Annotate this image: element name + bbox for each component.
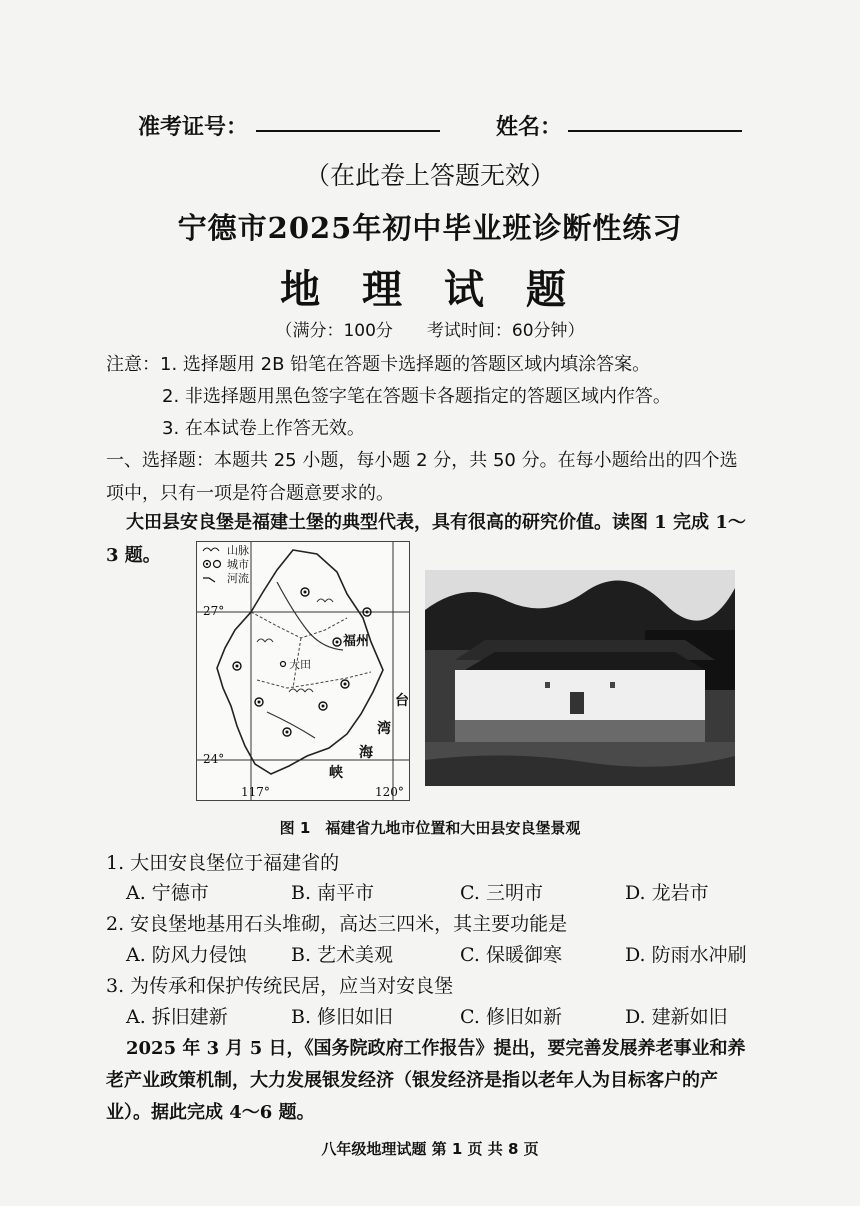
lon-117: 117° xyxy=(241,785,270,799)
question-1-stem: 1. 大田安良堡位于福建省的 xyxy=(106,852,340,874)
legend-river: 河流 xyxy=(227,572,249,585)
place-datian: 大田 xyxy=(289,658,311,671)
name-label: 姓名： xyxy=(496,115,563,140)
q1-option-b[interactable]: B. 南平市 xyxy=(291,882,375,904)
instruction-1: 注意：1. 选择题用 2B 铅笔在答题卡选择题的答题区域内填涂答案。 xyxy=(106,354,651,375)
q1-option-c[interactable]: C. 三明市 xyxy=(460,882,543,904)
name-blank[interactable] xyxy=(568,108,742,132)
q1-option-d[interactable]: D. 龙岩市 xyxy=(625,882,709,904)
q3-option-a[interactable]: A. 拆旧建新 xyxy=(126,1006,228,1028)
lat-27: 27° xyxy=(203,604,225,618)
exam-title: 宁德市2025年初中毕业班诊断性练习 xyxy=(177,211,683,245)
intro1-line1: 大田县安良堡是福建土堡的典型代表，具有很高的研究价值。读图 1 完成 1～ xyxy=(126,512,746,533)
sea-label-4: 峡 xyxy=(329,765,343,781)
section1-line2: 项中，只有一项是符合题意要求的。 xyxy=(106,483,394,504)
score-time-line: （满分：100分 考试时间：60分钟） xyxy=(275,321,585,341)
question-2-stem: 2. 安良堡地基用石头堆砌，高达三四米，其主要功能是 xyxy=(106,913,568,935)
subject-title: 地 理 试 题 xyxy=(280,266,580,313)
anliangbao-photo xyxy=(425,570,735,786)
lon-120: 120° xyxy=(375,785,404,799)
instruction-3: 3. 在本试卷上作答无效。 xyxy=(162,418,365,439)
invalid-notice: （在此卷上答题无效） xyxy=(304,161,555,190)
instruction-2: 2. 非选择题用黑色签字笔在答题卡各题指定的答题区域内作答。 xyxy=(162,386,671,407)
figure-caption: 图 1 福建省九地市位置和大田县安良堡景观 xyxy=(279,819,581,837)
q3-option-c[interactable]: C. 修旧如新 xyxy=(460,1006,562,1028)
lat-24: 24° xyxy=(203,752,225,766)
intro2-line3: 业）。据此完成 4～6 题。 xyxy=(106,1102,315,1123)
page-footer: 八年级地理试题 第 1 页 共 8 页 xyxy=(321,1140,539,1158)
sea-label-2: 湾 xyxy=(377,721,391,737)
sea-label-3: 海 xyxy=(359,745,373,761)
fujian-map xyxy=(196,541,410,801)
q3-option-b[interactable]: B. 修旧如旧 xyxy=(291,1006,394,1028)
q2-option-a[interactable]: A. 防风力侵蚀 xyxy=(126,944,247,966)
q3-option-d[interactable]: D. 建新如旧 xyxy=(625,1006,728,1028)
exam-id-blank[interactable] xyxy=(256,108,440,132)
place-fuzhou: 福州 xyxy=(343,634,370,649)
intro1-line2: 3 题。 xyxy=(106,545,161,566)
q2-option-c[interactable]: C. 保暖御寒 xyxy=(460,944,562,966)
legend-city: 城市 xyxy=(227,558,249,571)
sea-label-1: 台 xyxy=(395,693,409,709)
intro2-line2: 老产业政策机制，大力发展银发经济（银发经济是指以老年人为目标客户的产 xyxy=(106,1070,718,1091)
exam-id-label: 准考证号： xyxy=(138,115,249,140)
q1-option-a[interactable]: A. 宁德市 xyxy=(126,882,209,904)
section1-line1: 一、选择题：本题共 25 小题，每小题 2 分，共 50 分。在每小题给出的四个选 xyxy=(106,450,738,471)
question-3-stem: 3. 为传承和保护传统民居，应当对安良堡 xyxy=(106,975,454,997)
legend-mountain: 山脉 xyxy=(227,544,249,557)
intro2-line1: 2025 年 3 月 5 日，《国务院政府工作报告》提出，要完善发展养老事业和养 xyxy=(126,1038,746,1059)
q2-option-d[interactable]: D. 防雨水冲刷 xyxy=(625,944,747,966)
q2-option-b[interactable]: B. 艺术美观 xyxy=(291,944,394,966)
